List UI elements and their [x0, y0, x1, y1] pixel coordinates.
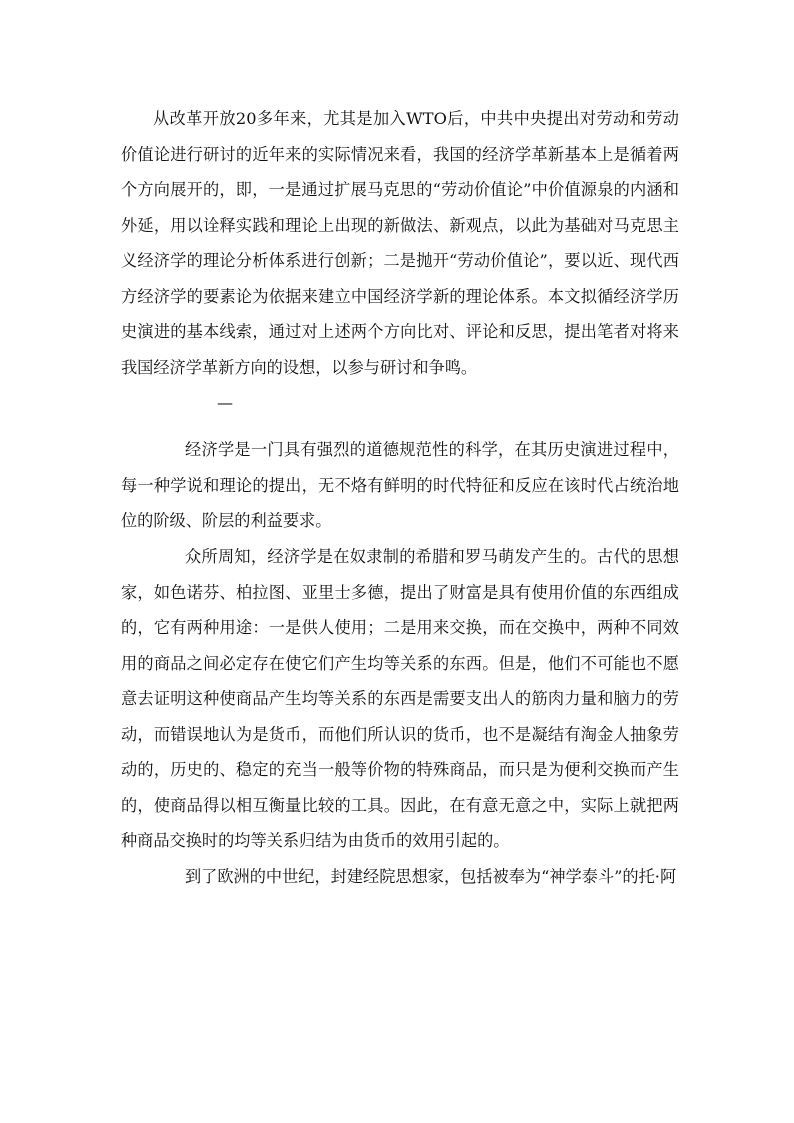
paragraph-economics-normative: 经济学是一门具有强烈的道德规范性的科学，在其历史演进过程中，每一种学说和理论的提出，无不烙有鲜明的时代特征和反应在该时代占统治地位的阶级、阶层的利益要求。	[121, 440, 679, 531]
paragraph-intro: 从改革开放20多年来，尤其是加入WTO后，中共中央提出对劳动和劳动价值论进行研讨的近年来的实际情况来看，我国的经济学革新基本上是循着两个方向展开的，即，一是通过扩展马克思的“劳动价值论”中价值源泉的内涵和外延，用以诠释实践和理论上出现的新做法、新观点，以此为基础对马克思主义经济学的理论分析体系进行创新；二是抛开“劳动价值论”，要以近、现代西方经济学的要素论为依据来建立中国经济学新的理论体系。本文拟循经济学历史演进的基本线索，通过对上述两个方向比对、评论和反思，提出笔者对将来我国经济学革新方向的设想，以参与研讨和争鸣。	[121, 109, 679, 377]
paragraph-ancient-greece-rome: 众所周知，经济学是在奴隶制的希腊和罗马萌发产生的。古代的思想家，如色诺芬、柏拉图、亚里士多德，提出了财富是具有使用价值的东西组成的，它有两种用途：一是供人使用；二是用来交换，而在交换中，两种不同效用的商品之间必定存在使它们产生均等关系的东西。但是，他们不可能也不愿意去证明这种使商品产生均等关系的东西是需要支出人的筋肉力量和脑力的劳动，而错误地认为是货币，而他们所认识的货币，也不是凝结有淘金人抽象劳动的，历史的、稳定的充当一般等价物的特殊商品，而只是为便利交换而产生的，使商品得以相互衡量比较的工具。因此，在有意无意之中，实际上就把两种商品交换时的均等关系归结为由货币的效用引起的。	[121, 547, 679, 851]
paragraph-middle-ages: 到了欧洲的中世纪，封建经院思想家，包括被奉为“神学泰斗”的托·阿	[185, 866, 677, 886]
section-heading-one: —	[217, 393, 233, 413]
document-body	[121, 101, 679, 894]
